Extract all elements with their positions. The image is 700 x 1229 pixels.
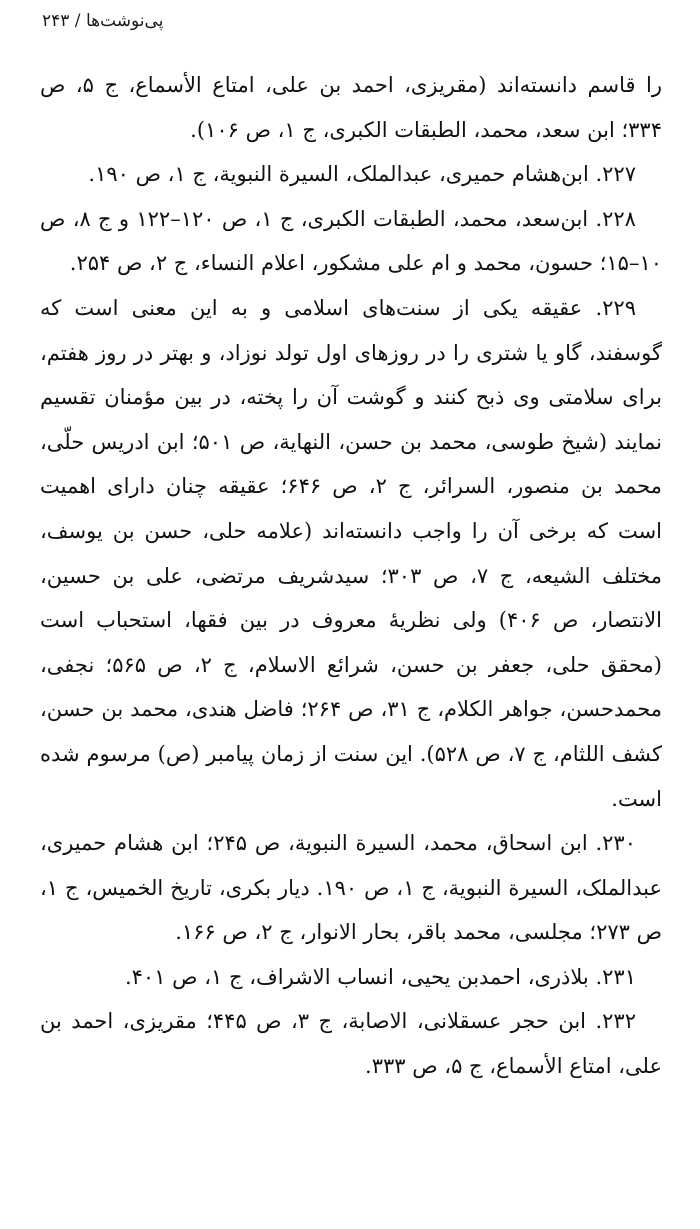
endnote-228: [40, 197, 662, 286]
endnote-227: [40, 152, 662, 197]
endnote-229: [40, 286, 662, 821]
endnote-230: [40, 821, 662, 955]
endnote-text: ابن‌سعد، محمد، الطبقات الکبری، ج ۱، ص ۱۲۰–۱۲۲ و ج ۸، ص ۱۰–۱۵؛ حسون، محمد و ام علی مشکور، اعلام النساء، ج ۲، ص ۲۵۴.: [40, 206, 662, 276]
endnote-number: ۲۲۷.: [595, 162, 636, 187]
endnote-231: [40, 955, 662, 1000]
endnote-text: ابن حجر عسقلانی، الاصابة، ج ۳، ص ۴۴۵؛ مقریزی، احمد بن علی، امتاع الأسماع، ج ۵، ص ۳۳۳.: [40, 1009, 662, 1079]
endnotes-body: [40, 63, 662, 1089]
running-header: [42, 9, 163, 33]
endnote-232: [40, 999, 662, 1088]
endnote-text: ابن اسحاق، محمد، السیرة النبویة، ص ۲۴۵؛ ابن هشام حمیری، عبدالملک، السیرة النبویة، ج ۱، ص ۱۹۰. دیار بکری، تاریخ الخمیس، ج ۱، ص ۲۷۳؛ مجلسی، محمد باقر، بحار الانوار، ج ۲، ص ۱۶۶.: [40, 831, 662, 945]
endnote-text: عقیقه یکی از سنت‌های اسلامی و به این معنی است که گوسفند، گاو یا شتری را در روزهای اول تولد نوزاد، و بهتر در روز هفتم، برای سلامتی وی ذبح کنند و گوشت آن را پخته، در بین مؤمنان تقسیم نمایند (شیخ طوسی، محمد بن حسن، النهایة، ص ۵۰۱؛ ابن ادریس حلّی، محمد بن منصور، السرائر، ج ۲، ص ۶۴۶؛ عقیقه چنان دارای اهمیت است که برخی آن را واجب دانسته‌اند (علامه حلی، حسن بن یوسف، مختلف الشیعه، ج ۷، ص ۳۰۳؛ سیدشریف مرتضی، علی بن حسین، الانتصار، ص ۴۰۶) ولی نظریهٔ معروف در بین فقها، استحباب است (محقق حلی، جعفر بن حسن، شرائع الاسلام، ج ۲، ص ۵۶۵؛ نجفی، محمدحسن، جواهر الکلام، ج ۳۱، ص ۲۶۴؛ فاضل هندی، محمد بن حسن، کشف اللثام، ج ۷، ص ۵۲۸). این سنت از زمان پیامبر (ص) مرسوم شده است.: [40, 295, 662, 811]
endnote-continuation: [40, 63, 662, 152]
endnote-number: ۲۲۹.: [595, 295, 636, 320]
running-header-title: پی‌نوشت‌ها / ۲۴۳: [42, 11, 164, 31]
endnote-text: ابن‌هشام حمیری، عبدالملک، السیرة النبویة، ج ۱، ص ۱۹۰.: [88, 162, 589, 187]
endnote-number: ۲۳۲.: [595, 1009, 636, 1034]
endnote-text: را قاسم دانسته‌اند (مقریزی، احمد بن علی، امتاع الأسماع، ج ۵، ص ۳۳۴؛ ابن سعد، محمد، الطبقات الکبری، ج ۱، ص ۱۰۶).: [40, 73, 662, 142]
endnote-number: ۲۳۱.: [595, 964, 636, 989]
endnote-text: بلاذری، احمدبن یحیی، انساب الاشراف، ج ۱، ص ۴۰۱.: [124, 964, 589, 989]
endnote-number: ۲۲۸.: [595, 206, 636, 231]
endnote-number: ۲۳۰.: [595, 831, 636, 856]
